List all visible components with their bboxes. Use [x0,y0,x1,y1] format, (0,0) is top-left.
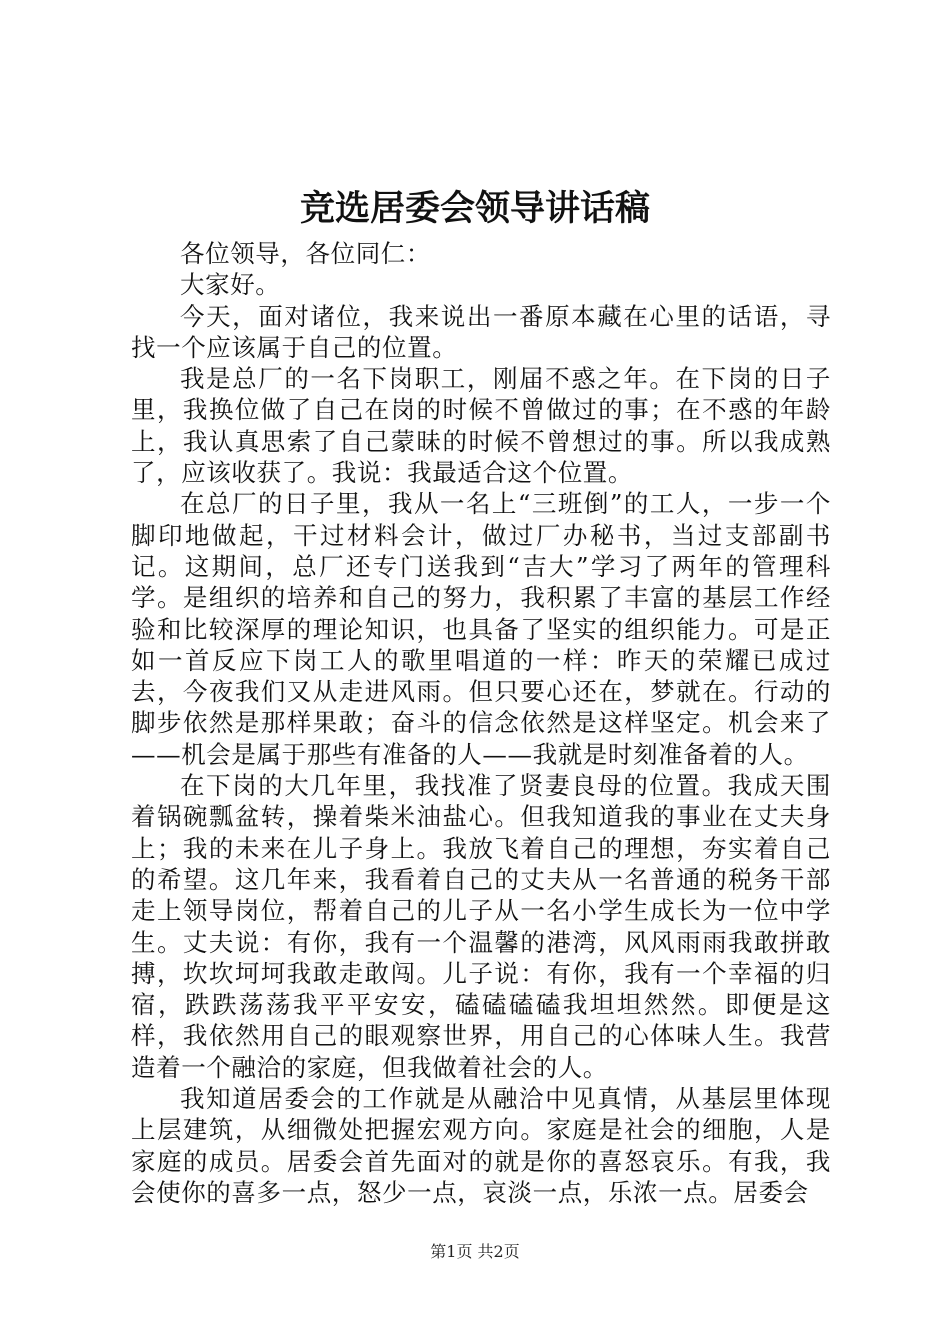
document-title: 竞选居委会领导讲话稿 [299,188,650,229]
body-paragraph: 在总厂的日子里，我从一名上“三班倒”的工人，一步一个脚印地做起，干过材料会计，做过厂办秘书，当过支部副书记。这期间，总厂还专门送我到“吉大”学习了两年的管理科学。是组织的培养和自己的努力，我积累了丰富的基层工作经验和比较深厚的理论知识，也具备了坚实的组织能力。可是正如一首反应下岗工人的歌里唱道的一样：昨天的荣耀已成过去，今夜我们又从走进风雨。但只要心还在，梦就在。行动的脚步依然是那样果敢；奋斗的信念依然是这样坚定。机会来了——机会是属于那些有准备的人——我就是时刻准备着的人。 [131,489,831,769]
body-paragraph: 我知道居委会的工作就是从融洽中见真情，从基层里体现上层建筑，从细微处把握宏观方向。家庭是社会的细胞，人是家庭的成员。居委会首先面对的就是你的喜怒哀乐。有我，我会使你的喜多一点，怒少一点，哀淡一点，乐浓一点。居委会 [131,1084,831,1207]
greeting: 大家好。 [180,270,281,300]
body-paragraph: 今天，面对诸位，我来说出一番原本藏在心里的话语，寻找一个应该属于自己的位置。 [131,301,831,362]
document-body [131,238,831,1208]
body-paragraph: 我是总厂的一名下岗职工，刚届不惑之年。在下岗的日子里，我换位做了自己在岗的时候不曾做过的事；在不惑的年龄上，我认真思索了自己蒙昧的时候不曾想过的事。所以我成熟了，应该收获了。我说：我最适合这个位置。 [131,364,831,488]
salutation: 各位领导，各位同仁： [180,239,431,268]
page-number-footer: 第1页 共2页 [430,1242,520,1261]
body-paragraph: 在下岗的大几年里，我找准了贤妻良母的位置。我成天围着锅碗瓢盆转，操着柴米油盐心。但我知道我的事业在丈夫身上；我的未来在儿子身上。我放飞着自己的理想，夯实着自己的希望。这几年来，我看着自己的丈夫从一名普通的税务干部走上领导岗位，帮着自己的儿子从一名小学生成长为一位中学生。丈夫说：有你，我有一个温馨的港湾，风风雨雨我敢拼敢搏，坎坎坷坷我敢走敢闯。儿子说：有你，我有一个幸福的归宿，跌跌荡荡我平平安安，磕磕磕磕我坦坦然然。即便是这样，我依然用自己的眼观察世界，用自己的心体味人生。我营造着一个融洽的家庭，但我做着社会的人。 [131,771,831,1082]
